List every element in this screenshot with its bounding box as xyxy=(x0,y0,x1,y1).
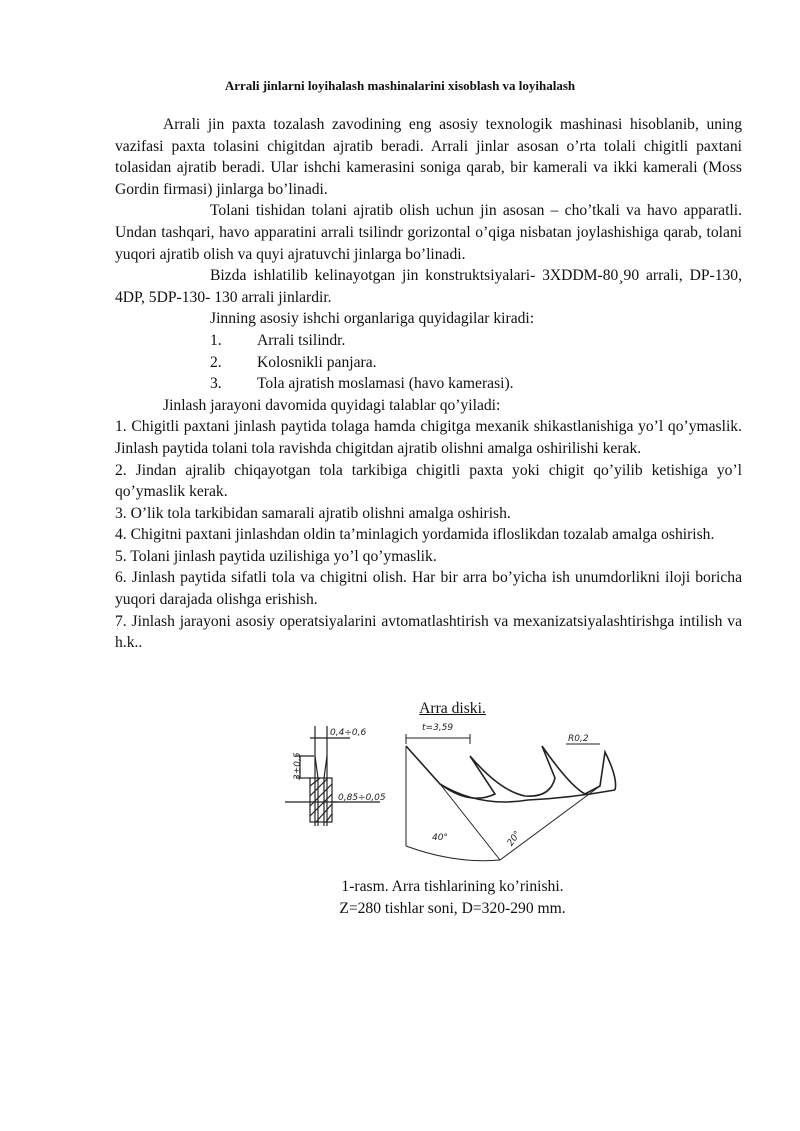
requirement-item: 1. Chigitli paxtani jinlash paytida tolaga hamda chigitga mexanik shikastlanishiga yo’l qo’ymaslik. Jinlash paytida tolani tola ravishda chigitdan ajratib olishni amalga oshirilishi kerak. xyxy=(115,418,742,457)
list-item xyxy=(210,330,742,352)
figure-caption xyxy=(0,876,800,920)
caption-parameters: Z=280 tishlar soni, D=320-290 mm. xyxy=(339,900,566,917)
requirement-item: 6. Jinlash paytida sifatli tola va chigitni olish. Har bir arra bo’yicha ish unumdorlikni iloji boricha yuqori darajada olishga erishish. xyxy=(115,569,742,609)
radius-mark: R0,2 xyxy=(568,734,589,744)
list-number: 2. xyxy=(210,353,222,371)
list-text: Kolosnikli panjara. xyxy=(257,353,377,371)
height-mark: 3±0,5 xyxy=(293,752,303,780)
paragraph-organs: Jinning asosiy ishchi organlariga quyidagilar kiradi: xyxy=(210,310,535,328)
list-text: Arrali tsilindr. xyxy=(257,331,346,349)
paragraph-intro: Arrali jin paxta tozalash zavodining eng asosiy texnologik mashinasi hisoblanib, uning vazifasi paxta tolasini chigitdan ajratib beradi. Arrali jinlar asosan o’rta tolali chigitli paxtani tolasidan ajratib beradi. Ular ishchi kamerasini soniga qarab, bir kamerali va ikki kamerali (Moss Gordin firmasi) jinlarga bo’linadi. xyxy=(115,116,742,198)
saw-teeth-figure xyxy=(270,716,630,876)
requirement-item: 7. Jinlash jarayoni asosiy operatsiyalarini avtomatlashtirish va mexanizatsiyalashtirishga intilish va h.k.. xyxy=(115,612,742,652)
paragraph-separation: Tolani tishidan tolani ajratib olish uchun jin asosan – cho’tkali va havo apparatli. Undan tashqari, havo apparatini arrali tsilindr gorizontal o’qiga nisbatan joylashishiga qarab, tolani yuqori ajratib olish va quyi ajratuvchi jinlarga bo’linadi. xyxy=(115,202,742,263)
angle-40-mark: 40° xyxy=(432,833,448,843)
paragraph-requirements-intro: Jinlash jarayoni davomida quyidagi talablar qo’yiladi: xyxy=(163,396,501,414)
list-text: Tola ajratish moslamasi (havo kamerasi). xyxy=(257,375,514,393)
list-item xyxy=(210,373,742,395)
thickness-mark: 0,4÷0,6 xyxy=(330,728,367,738)
requirement-item: 3. O’lik tola tarkibidan samarali ajratib olishni amalga oshirish. xyxy=(115,504,511,522)
list-number: 1. xyxy=(210,331,222,349)
angle-20-mark: 20° xyxy=(505,829,524,849)
figure-heading: Arra diski. xyxy=(419,700,486,717)
caption-title: 1-rasm. Arra tishlarining ko’rinishi. xyxy=(341,878,564,895)
pitch-mark: t=3,59 xyxy=(422,723,454,733)
requirement-item: 4. Chigitni paxtani jinlashdan oldin ta’minlagich yordamida ifloslikdan tozalab amalga oshirish. xyxy=(115,526,715,544)
tip-mark: 0,85÷0,05 xyxy=(338,793,386,803)
requirement-item: 2. Jindan ajralib chiqayotgan tola tarkibiga chigitli paxta yoki chigit qo’yilib ketishiga yo’l qo’ymaslik kerak. xyxy=(115,461,742,501)
requirement-item: 5. Tolani jinlash paytida uzilishiga yo’l qo’ymaslik. xyxy=(115,547,437,565)
document-title: Arrali jinlarni loyihalash mashinalarini xisoblash va loyihalash xyxy=(224,78,576,93)
list-number: 3. xyxy=(210,375,222,393)
document-body xyxy=(115,114,742,654)
paragraph-constructions: Bizda ishlatilib kelinayotgan jin konstruktsiyalari- 3XDDM-80¸90 arrali, DP-130, 4DP, 5DP-130- 130 arrali jinlardir. xyxy=(115,267,742,306)
list-item xyxy=(210,352,742,374)
